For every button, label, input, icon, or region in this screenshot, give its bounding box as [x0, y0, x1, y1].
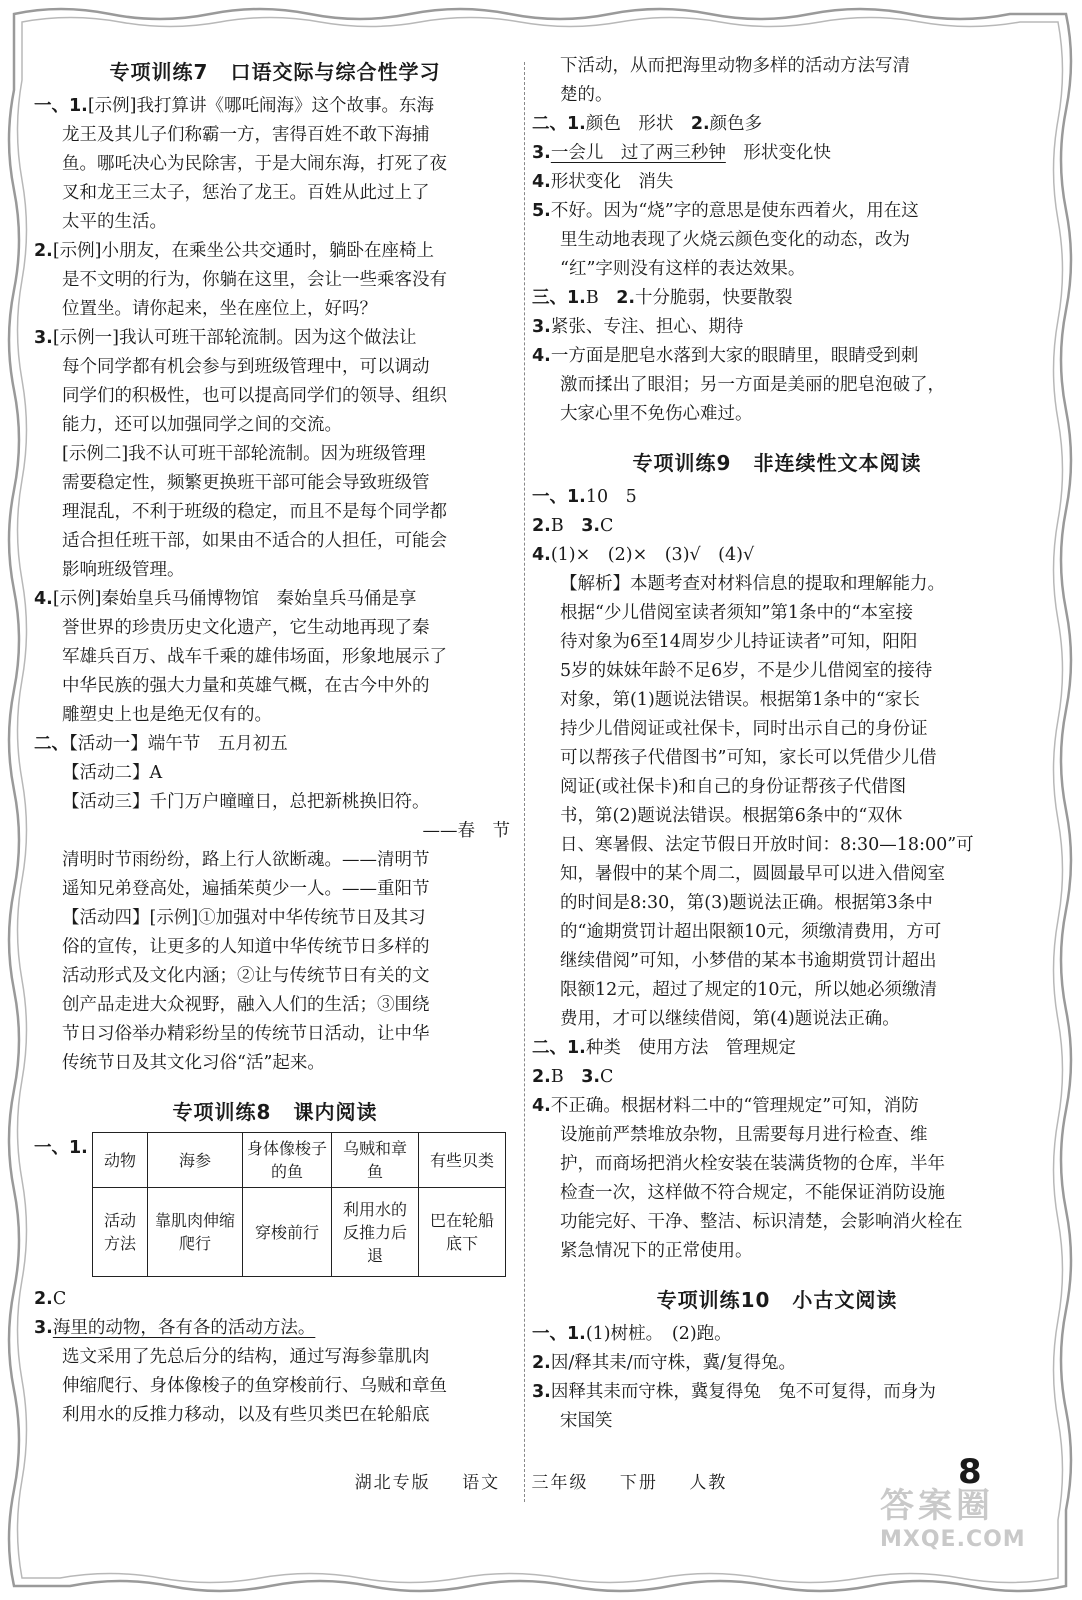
answer-line — [34, 730, 516, 759]
section7-title — [34, 52, 516, 92]
section10-title-number: 专项训练10 — [656, 1288, 771, 1312]
answer-line — [532, 483, 1022, 512]
answer-line — [532, 889, 1022, 918]
question-number: 3. — [34, 1318, 53, 1338]
answer-line — [532, 371, 1022, 400]
answer-line — [532, 1034, 1022, 1063]
question-number: 4. — [532, 1096, 551, 1116]
answer-text: 传统节日及其文化习俗“活”起来。 — [62, 1053, 325, 1073]
animal-movement-table — [92, 1132, 506, 1277]
answer-line — [532, 599, 1022, 628]
answer-line — [34, 614, 516, 643]
answer-text: 节日习俗举办精彩纷呈的传统节日活动，让中华 — [62, 1024, 430, 1044]
answer-text: 【活动一】端午节 五月初五 — [69, 734, 288, 754]
answer-text: 的“逾期赏罚计超出限额10元，须缴清费用，方可 — [560, 922, 942, 942]
answer-text: 一方面是肥皂水落到大家的眼睛里，眼睛受到刺 — [550, 346, 919, 366]
answer-line — [34, 701, 516, 730]
answer-line — [34, 788, 516, 817]
answer-line — [532, 1005, 1022, 1034]
answer-line — [34, 759, 516, 788]
answer-line — [532, 860, 1022, 889]
answer-line — [34, 1049, 516, 1078]
answer-line — [532, 1320, 1022, 1349]
question-number: 4. — [532, 172, 551, 192]
answer-line — [34, 208, 516, 237]
answer-text: 根据“少儿借阅室读者须知”第1条中的“本室接 — [560, 603, 913, 623]
answer-line — [34, 1285, 516, 1314]
answer-text: 可以帮孩子代借图书”可知，家长可以凭借少儿借 — [560, 748, 937, 768]
answer-line — [532, 1063, 1022, 1092]
answer-text: 海里的动物，各有各的活动方法。 — [52, 1318, 316, 1338]
table-header-row — [93, 1133, 506, 1188]
answer-text: 叉和龙王三太子，惩治了龙王。百姓从此过上了 — [62, 183, 430, 203]
answer-line — [34, 1372, 516, 1401]
answer-text: C — [52, 1289, 67, 1309]
answer-text: 阅证(或社保卡)和自己的身份证帮孩子代借图 — [560, 777, 907, 797]
answer-text: 日、寒暑假、法定节假日开放时间：8:30—18:00”可 — [560, 835, 974, 855]
answer-text: B — [550, 516, 582, 536]
footer-edition: 湖北专版 — [354, 1473, 431, 1493]
watermark-logo — [880, 1478, 1040, 1568]
answer-text: ——春 节 — [422, 821, 510, 841]
answer-text: 限额12元，超过了规定的10元，所以她必须缴清 — [560, 980, 938, 1000]
answer-line — [34, 121, 516, 150]
answer-text: 中华民族的强大力量和英雄气概，在古今中外的 — [62, 676, 430, 696]
question-number: 3. — [581, 516, 601, 536]
answer-line — [34, 469, 516, 498]
column-divider — [524, 62, 525, 1502]
table-cell: 靠肌肉伸缩爬行 — [148, 1188, 243, 1277]
answer-text: 不好。因为“烧”字的意思是使东西着火，用在这 — [550, 201, 919, 221]
answer-text: 活动形式及文化内涵；②让与传统节日有关的文 — [62, 966, 430, 986]
answer-text: 军雄兵百万、战车千乘的雄伟场面，形象地展示了 — [62, 647, 447, 667]
section7-title-number: 专项训练7 — [109, 60, 209, 84]
answer-line — [532, 1378, 1022, 1407]
question-number: 2. — [532, 1067, 551, 1087]
answer-line — [532, 744, 1022, 773]
answer-text: 【活动四】[示例]①加强对中华传统节日及其习 — [62, 908, 426, 928]
answer-text: 【解析】本题考查对材料信息的提取和理解能力。 — [560, 574, 945, 594]
section9-answers — [532, 483, 1022, 1266]
section10-title-name: 小古文阅读 — [792, 1288, 898, 1312]
answer-line — [34, 237, 516, 266]
answer-line — [532, 255, 1022, 284]
answer-text: 理混乱，不利于班级的稳定，而且不是每个同学都 — [62, 502, 447, 522]
table-cell: 动物 — [93, 1133, 148, 1188]
answer-line — [532, 197, 1022, 226]
answer-text: 是不文明的行为，你躺在这里，会让一些乘客没有 — [62, 270, 447, 290]
answer-line — [34, 643, 516, 672]
page-number: 8 — [958, 1452, 982, 1492]
table-cell: 穿梭前行 — [243, 1188, 332, 1277]
answer-line — [532, 976, 1022, 1005]
answer-text: 不正确。根据材料二中的“管理规定”可知，消防 — [550, 1096, 919, 1116]
answer-text: [示例]我打算讲《哪吒闹海》这个故事。东海 — [87, 96, 434, 116]
answer-line — [532, 628, 1022, 657]
table-cell: 身体像梭子的鱼 — [243, 1133, 332, 1188]
question-number: 4. — [532, 346, 551, 366]
answer-line — [34, 527, 516, 556]
answer-line — [34, 324, 516, 353]
answer-text: 每个同学都有机会参与到班级管理中，可以调动 — [62, 357, 430, 377]
section9-title — [532, 443, 1022, 483]
answer-line — [532, 168, 1022, 197]
answer-line — [532, 831, 1022, 860]
answer-line — [532, 715, 1022, 744]
answer-line — [532, 773, 1022, 802]
answer-line — [34, 353, 516, 382]
watermark-url: MXQE.COM — [880, 1527, 1026, 1552]
section9-title-number: 专项训练9 — [632, 451, 732, 475]
answer-line — [532, 1349, 1022, 1378]
answer-line — [34, 498, 516, 527]
answer-line — [34, 1020, 516, 1049]
answer-text: [示例一]我认可班干部轮流制。因为这个做法让 — [52, 328, 417, 348]
answer-text: 遥知兄弟登高处，遍插茱萸少一人。——重阳节 — [62, 879, 430, 899]
table-cell: 海参 — [148, 1133, 243, 1188]
question-number: 二、1. — [532, 114, 586, 134]
answer-text: 对象，第(1)题说法错误。根据第1条中的“家长 — [560, 690, 920, 710]
answer-text: 利用水的反推力移动，以及有些贝类巴在轮船底 — [62, 1405, 430, 1425]
answer-text: 伸缩爬行、身体像梭子的鱼穿梭前行、乌贼和章鱼 — [62, 1376, 447, 1396]
answer-line — [532, 947, 1022, 976]
answer-line — [532, 1150, 1022, 1179]
footer-publisher: 人教 — [689, 1473, 728, 1493]
section10-answers — [532, 1320, 1022, 1436]
answer-line — [34, 962, 516, 991]
answer-text: 颜色 形状 — [585, 114, 691, 134]
question-number: 二、 — [34, 734, 69, 754]
answer-line — [34, 179, 516, 208]
answer-text: 【活动三】千门万户曈曈日，总把新桃换旧符。 — [62, 792, 430, 812]
answer-text: 楚的。 — [560, 85, 613, 105]
table-cell: 乌贼和章鱼 — [332, 1133, 419, 1188]
answer-text: [示例]秦始皇兵马俑博物馆 秦始皇兵马俑是享 — [52, 589, 417, 609]
question-number: 一、1. — [34, 96, 88, 116]
right-column — [532, 52, 1022, 1436]
answer-text: 费用，才可以继续借阅，第(4)题说法正确。 — [560, 1009, 900, 1029]
answer-line — [532, 1092, 1022, 1121]
answer-text: B — [550, 1067, 582, 1087]
answer-text: (1)树桩。 (2)跑。 — [585, 1324, 732, 1344]
section9-title-name: 非连续性文本阅读 — [753, 451, 922, 475]
question-number: 2. — [34, 241, 53, 261]
answer-text: 紧急情况下的正常使用。 — [560, 1241, 753, 1261]
answer-text: 能力，还可以加强同学之间的交流。 — [62, 415, 342, 435]
answer-text: 誉世界的珍贵历史文化遗产，它生动地再现了秦 — [62, 618, 430, 638]
answer-text: 影响班级管理。 — [62, 560, 185, 580]
answer-text: B — [585, 288, 617, 308]
answer-text: 创产品走进大众视野，融入人们的生活；③围绕 — [62, 995, 430, 1015]
answer-text: 适合担任班干部，如果由不适合的人担任，可能会 — [62, 531, 447, 551]
answer-line — [532, 110, 1022, 139]
answer-text: 下活动，从而把海里动物多样的活动方法写清 — [560, 56, 910, 76]
answer-line — [532, 226, 1022, 255]
answer-text: 雕塑史上也是绝无仅有的。 — [62, 705, 272, 725]
answer-line — [532, 570, 1022, 599]
answer-line — [532, 686, 1022, 715]
question-number: 2. — [532, 1353, 551, 1373]
footer-volume: 下册 — [619, 1473, 658, 1493]
answer-text: 功能完好、干净、整洁、标识清楚，会影响消火栓在 — [560, 1212, 963, 1232]
answer-text: 知，暑假中的某个周二，圆圆最早可以进入借阅室 — [560, 864, 945, 884]
question-number: 一、1. — [532, 1324, 586, 1344]
question-number: 4. — [34, 589, 53, 609]
answer-text: 一会儿 过了两三秒钟 — [550, 143, 726, 163]
table-row — [93, 1188, 506, 1277]
section8-q1-label: 一、1. — [34, 1138, 88, 1158]
answer-text: 种类 使用方法 管理规定 — [585, 1038, 796, 1058]
question-number: 2. — [616, 288, 636, 308]
question-number: 3. — [532, 1382, 551, 1402]
answer-text: 形状变化 消失 — [550, 172, 674, 192]
answer-line — [34, 440, 516, 469]
table-cell: 巴在轮船底下 — [419, 1188, 506, 1277]
answer-text: 检查一次，这样做不符合规定，不能保证消防设施 — [560, 1183, 945, 1203]
table-cell: 利用水的反推力后退 — [332, 1188, 419, 1277]
section8-continued-answers — [532, 52, 1022, 429]
answer-line — [34, 846, 516, 875]
answer-text: [示例二]我不认可班干部轮流制。因为班级管理 — [62, 444, 426, 464]
footer-grade: 三年级 — [531, 1473, 589, 1493]
answer-text: 待对象为6至14周岁少儿持证读者”可知，阳阳 — [560, 632, 918, 652]
answer-line — [532, 512, 1022, 541]
answer-text: 同学们的积极性，也可以提高同学们的领导、组织 — [62, 386, 447, 406]
answer-text: 鱼。哪吒决心为民除害，于是大闹东海，打死了夜 — [62, 154, 447, 174]
section7-title-name: 口语交际与综合性学习 — [230, 60, 441, 84]
question-number: 5. — [532, 201, 551, 221]
answer-text: 十分脆弱，快要散裂 — [635, 288, 793, 308]
answer-line — [532, 81, 1022, 110]
answer-line — [532, 918, 1022, 947]
answer-line — [532, 1121, 1022, 1150]
answer-text: 设施前严禁堆放杂物，且需要每月进行检查、维 — [560, 1125, 928, 1145]
answer-line — [34, 904, 516, 933]
answer-text: 形状变化快 — [725, 143, 831, 163]
answer-page — [30, 52, 1052, 1522]
answer-text: 大家心里不免伤心难过。 — [560, 404, 753, 424]
answer-line — [34, 295, 516, 324]
answer-text: 位置坐。请你起来，坐在座位上，好吗？ — [62, 299, 377, 319]
answer-line — [34, 266, 516, 295]
answer-line — [532, 400, 1022, 429]
answer-line — [34, 875, 516, 904]
answer-text: 【活动二】A — [62, 763, 163, 783]
answer-line — [532, 52, 1022, 81]
answer-text: 激而揉出了眼泪；另一方面是美丽的肥皂泡破了， — [560, 375, 945, 395]
answer-text: 里生动地表现了火烧云颜色变化的动态，改为 — [560, 230, 910, 250]
answer-line — [34, 556, 516, 585]
table-cell: 活动方法 — [93, 1188, 148, 1277]
answer-text: 颜色多 — [709, 114, 763, 134]
question-number: 三、1. — [532, 288, 586, 308]
answer-text: 太平的生活。 — [62, 212, 167, 232]
answer-text: 持少儿借阅证或社保卡，同时出示自己的身份证 — [560, 719, 928, 739]
question-number: 二、1. — [532, 1038, 586, 1058]
question-number: 3. — [532, 317, 551, 337]
answer-line — [34, 411, 516, 440]
section8-title-name: 课内阅读 — [293, 1100, 378, 1124]
answer-line — [34, 585, 516, 614]
answer-text: 清明时节雨纷纷，路上行人欲断魂。——清明节 — [62, 850, 430, 870]
watermark-text: 答案圈 — [880, 1486, 994, 1526]
answer-line — [532, 541, 1022, 570]
question-number: 4. — [532, 545, 551, 565]
footer-subject: 语文 — [462, 1473, 501, 1493]
answer-line — [34, 382, 516, 411]
answer-text: [示例]小朋友，在乘坐公共交通时，躺卧在座椅上 — [52, 241, 434, 261]
answer-text: 选文采用了先总后分的结构，通过写海参靠肌肉 — [62, 1347, 430, 1367]
answer-text: C — [600, 516, 614, 536]
answer-text: 因/释其耒/而守株，冀/复得兔。 — [550, 1353, 797, 1373]
question-number: 2. — [690, 114, 710, 134]
left-column — [34, 52, 516, 1430]
answer-line — [532, 802, 1022, 831]
answer-text: 的时间是8:30，第(3)题说法正确。根据第3条中 — [560, 893, 933, 913]
question-number: 一、1. — [532, 487, 586, 507]
answer-text: 10 5 — [585, 487, 637, 507]
answer-text: (1)× (2)× (3)√ (4)√ — [550, 545, 755, 565]
answer-line — [34, 672, 516, 701]
answer-line — [34, 817, 516, 846]
answer-text: 俗的宣传，让更多的人知道中华传统节日多样的 — [62, 937, 430, 957]
answer-line — [532, 342, 1022, 371]
section8-title-number: 专项训练8 — [172, 1100, 272, 1124]
answer-text: 需要稳定性，频繁更换班干部可能会导致班级管 — [62, 473, 430, 493]
answer-text: 书，第(2)题说法错误。根据第6条中的“双休 — [560, 806, 903, 826]
answer-line — [532, 284, 1022, 313]
answer-text: 护，而商场把消火栓安装在装满货物的仓库，半年 — [560, 1154, 945, 1174]
section8-q1 — [34, 1132, 516, 1277]
answer-line — [532, 1407, 1022, 1436]
answer-line — [34, 933, 516, 962]
table-cell: 有些贝类 — [419, 1133, 506, 1188]
answer-text: “红”字则没有这样的表达效果。 — [560, 259, 806, 279]
answer-line — [532, 313, 1022, 342]
answer-text: 继续借阅”可知，小梦借的某本书逾期赏罚计超出 — [560, 951, 937, 971]
answer-line — [532, 1179, 1022, 1208]
answer-line — [34, 150, 516, 179]
answer-text: 宋国笑 — [560, 1411, 613, 1431]
answer-line — [34, 991, 516, 1020]
question-number: 3. — [34, 328, 53, 348]
question-number: 3. — [581, 1067, 601, 1087]
answer-text: 紧张、专注、担心、期待 — [550, 317, 744, 337]
question-number: 3. — [532, 143, 551, 163]
answer-line — [532, 139, 1022, 168]
section8-title — [34, 1092, 516, 1132]
answer-text: 因释其耒而守株，冀复得兔 兔不可复得，而身为 — [550, 1382, 936, 1402]
answer-line — [532, 657, 1022, 686]
section8-answers — [34, 1285, 516, 1430]
answer-line — [34, 1314, 516, 1343]
section7-answers — [34, 92, 516, 1078]
section10-title — [532, 1280, 1022, 1320]
answer-text: 5岁的妹妹年龄不足6岁，不是少儿借阅室的接待 — [560, 661, 933, 681]
answer-line — [34, 1343, 516, 1372]
answer-line — [532, 1237, 1022, 1266]
question-number: 2. — [34, 1289, 53, 1309]
answer-line — [532, 1208, 1022, 1237]
answer-text: C — [600, 1067, 614, 1087]
answer-text: 龙王及其儿子们称霸一方，害得百姓不敢下海捕 — [62, 125, 430, 145]
question-number: 2. — [532, 516, 551, 536]
answer-line — [34, 1401, 516, 1430]
answer-line — [34, 92, 516, 121]
